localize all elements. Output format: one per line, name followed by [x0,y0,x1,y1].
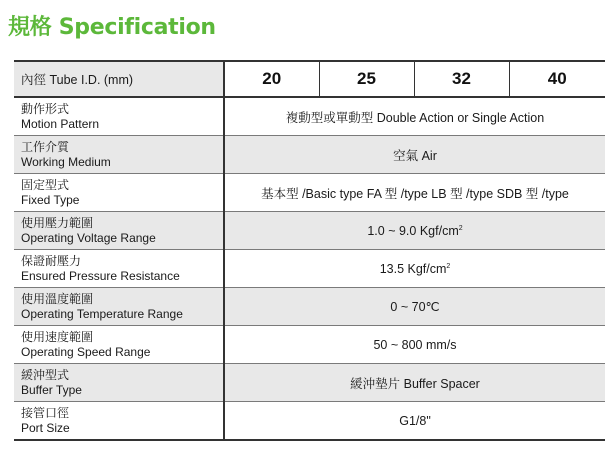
value-text: 13.5 Kgf/cm [379,261,447,276]
size-20: 20 [224,61,319,97]
row-label [14,97,224,136]
row-label [14,174,224,212]
size-40: 40 [509,61,605,97]
row-label-en: Ensured Pressure Resistance [21,268,180,283]
superscript: 2 [458,224,463,232]
row-label [14,212,224,250]
table-row-motion-pattern [14,97,605,136]
page-title: 規格 Specification [8,15,216,40]
row-label-zh: 動作形式 [21,101,70,116]
table-header-row [14,61,605,97]
row-label-zh: 工作介質 [21,139,70,154]
row-label-en: Port Size [21,420,70,435]
table-row-buffer-type [14,364,605,402]
size-32: 32 [414,61,509,97]
row-label [14,326,224,364]
table-row-ensured-pressure-resistance [14,250,605,288]
row-value: 複動型或單動型 Double Action or Single Action [224,97,605,136]
table-row-operating-temperature-range [14,288,605,326]
row-label-en: Operating Voltage Range [21,230,156,245]
size-25: 25 [319,61,414,97]
row-value: 緩沖墊片 Buffer Spacer [224,364,605,402]
table-row-port-size [14,402,605,441]
row-label-zh: 接管口徑 [21,405,70,420]
row-value: 基本型 /Basic type FA 型 /type LB 型 /type SDB 型 /type [224,174,605,212]
row-label-en: Motion Pattern [21,116,100,131]
row-label-zh: 使用溫度範圍 [21,291,94,306]
row-value: G1/8" [224,402,605,441]
row-label-zh: 使用速度範圍 [21,329,94,344]
row-label-en: Buffer Type [21,382,82,397]
value-text: 1.0 ~ 9.0 Kgf/cm [367,223,459,238]
row-label-zh: 緩沖型式 [21,367,70,382]
row-label-zh: 固定型式 [21,177,70,192]
row-value [224,212,605,250]
row-label [14,288,224,326]
row-label [14,364,224,402]
row-label-en: Fixed Type [21,192,80,207]
row-value [224,250,605,288]
row-label-en: Working Medium [21,154,111,169]
row-value: 0 ~ 70℃ [224,288,605,326]
row-label-en: Operating Temperature Range [21,306,183,321]
row-label [14,402,224,441]
row-label-zh: 保證耐壓力 [21,253,82,268]
row-value: 50 ~ 800 mm/s [224,326,605,364]
row-label [14,250,224,288]
specification-table [14,60,605,441]
row-value: 空氣 Air [224,136,605,174]
row-label-en: Operating Speed Range [21,344,151,359]
table-row-operating-speed-range [14,326,605,364]
table-row-fixed-type [14,174,605,212]
table-row-operating-voltage-range [14,212,605,250]
row-label [14,136,224,174]
table-row-working-medium [14,136,605,174]
superscript: 2 [446,262,451,270]
tube-id-header: 內徑 Tube I.D. (mm) [14,61,224,97]
row-label-zh: 使用壓力範圍 [21,215,94,230]
